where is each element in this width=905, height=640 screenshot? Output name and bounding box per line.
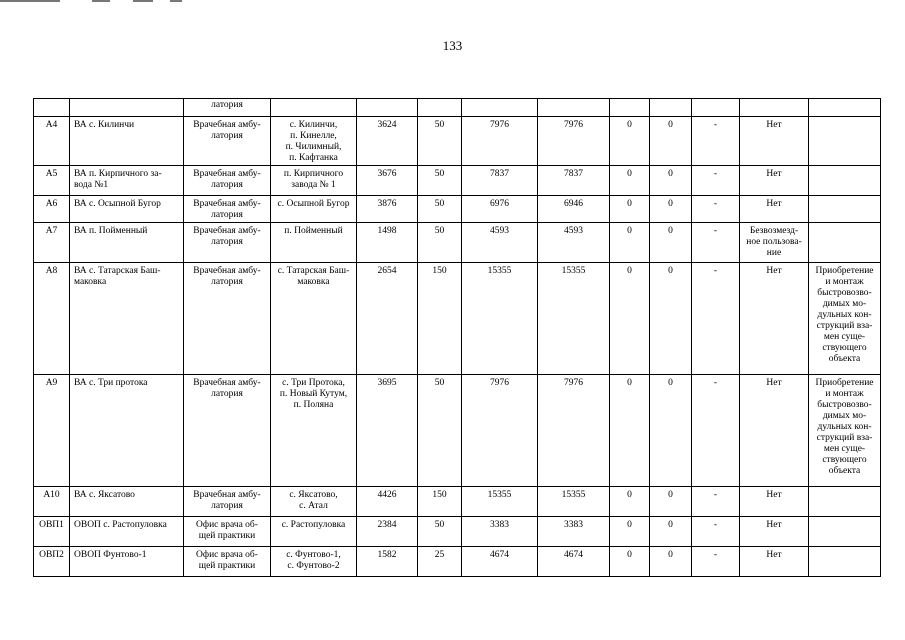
cell-zero-2: 0 <box>650 375 692 487</box>
continued-cell <box>70 99 184 117</box>
continued-cell <box>34 99 70 117</box>
continued-cell <box>357 99 418 117</box>
cell-value-1: 4593 <box>462 223 538 263</box>
continued-cell <box>692 99 740 117</box>
continued-cell: латория <box>184 99 271 117</box>
cell-zero-1: 0 <box>610 196 650 223</box>
cell-facility-name: ВА с. Осыпной Бугор <box>70 196 184 223</box>
cell-capacity: 50 <box>418 517 462 547</box>
cell-code: ОВП2 <box>34 547 70 577</box>
cell-settlements: п. Кирпичного завода № 1 <box>271 166 357 196</box>
cell-capacity: 50 <box>418 166 462 196</box>
cell-status: Нет <box>740 547 809 577</box>
table-row <box>34 375 881 487</box>
cell-note <box>809 166 881 196</box>
cell-population: 2654 <box>357 263 418 375</box>
cell-dash: - <box>692 375 740 487</box>
cell-code: А7 <box>34 223 70 263</box>
cell-dash: - <box>692 517 740 547</box>
facilities-table <box>33 98 881 577</box>
cell-value-1: 15355 <box>462 487 538 517</box>
cell-status: Нет <box>740 517 809 547</box>
cell-facility-name: ОВОП с. Растопуловка <box>70 517 184 547</box>
table-row <box>34 117 881 166</box>
scan-artifact <box>133 0 153 2</box>
cell-value-2: 7837 <box>538 166 610 196</box>
scan-artifact <box>0 0 60 2</box>
cell-settlements: с. Три Протока, п. Новый Кутум, п. Поляна <box>271 375 357 487</box>
cell-status: Нет <box>740 166 809 196</box>
cell-zero-2: 0 <box>650 223 692 263</box>
cell-status: Нет <box>740 117 809 166</box>
cell-value-2: 3383 <box>538 517 610 547</box>
cell-dash: - <box>692 223 740 263</box>
cell-value-2: 6946 <box>538 196 610 223</box>
cell-zero-2: 0 <box>650 196 692 223</box>
table-row <box>34 487 881 517</box>
cell-capacity: 50 <box>418 223 462 263</box>
cell-code: А8 <box>34 263 70 375</box>
cell-settlements: с. Килинчи, п. Кинелле, п. Чилимный, п. Кафтанка <box>271 117 357 166</box>
cell-dash: - <box>692 487 740 517</box>
cell-dash: - <box>692 196 740 223</box>
cell-population: 3676 <box>357 166 418 196</box>
cell-zero-2: 0 <box>650 117 692 166</box>
cell-value-2: 15355 <box>538 263 610 375</box>
table-row <box>34 517 881 547</box>
cell-capacity: 50 <box>418 117 462 166</box>
cell-population: 4426 <box>357 487 418 517</box>
scan-artifact <box>92 0 110 2</box>
cell-code: А4 <box>34 117 70 166</box>
cell-zero-2: 0 <box>650 166 692 196</box>
cell-zero-2: 0 <box>650 487 692 517</box>
cell-facility-type: Врачебная амбу- латория <box>184 263 271 375</box>
cell-note <box>809 117 881 166</box>
cell-facility-name: ВА п. Пойменный <box>70 223 184 263</box>
cell-population: 2384 <box>357 517 418 547</box>
continued-cell <box>271 99 357 117</box>
cell-zero-1: 0 <box>610 517 650 547</box>
cell-value-1: 6976 <box>462 196 538 223</box>
cell-capacity: 50 <box>418 196 462 223</box>
continued-cell <box>650 99 692 117</box>
cell-facility-type: Врачебная амбу- латория <box>184 487 271 517</box>
cell-code: ОВП1 <box>34 517 70 547</box>
cell-settlements: с. Осыпной Бугор <box>271 196 357 223</box>
cell-facility-type: Врачебная амбу- латория <box>184 196 271 223</box>
cell-value-1: 4674 <box>462 547 538 577</box>
cell-status: Безвозмезд- ное пользова- ние <box>740 223 809 263</box>
cell-facility-type: Врачебная амбу- латория <box>184 117 271 166</box>
cell-facility-name: ОВОП Фунтово-1 <box>70 547 184 577</box>
cell-status: Нет <box>740 375 809 487</box>
cell-code: А6 <box>34 196 70 223</box>
cell-zero-1: 0 <box>610 375 650 487</box>
cell-population: 3695 <box>357 375 418 487</box>
cell-population: 1582 <box>357 547 418 577</box>
table-row <box>34 547 881 577</box>
table-row <box>34 223 881 263</box>
cell-facility-type: Врачебная амбу- латория <box>184 223 271 263</box>
cell-note <box>809 196 881 223</box>
cell-zero-2: 0 <box>650 547 692 577</box>
cell-facility-type: Врачебная амбу- латория <box>184 375 271 487</box>
cell-code: А10 <box>34 487 70 517</box>
continued-cell <box>610 99 650 117</box>
cell-value-2: 4593 <box>538 223 610 263</box>
cell-zero-2: 0 <box>650 517 692 547</box>
cell-dash: - <box>692 166 740 196</box>
cell-settlements: с. Растопуловка <box>271 517 357 547</box>
continued-cell <box>418 99 462 117</box>
cell-status: Нет <box>740 263 809 375</box>
cell-code: А5 <box>34 166 70 196</box>
continued-row <box>34 99 881 117</box>
cell-facility-type: Офис врача об- щей практики <box>184 547 271 577</box>
continued-cell <box>538 99 610 117</box>
cell-population: 3624 <box>357 117 418 166</box>
continued-cell <box>809 99 881 117</box>
table-row <box>34 166 881 196</box>
cell-value-2: 7976 <box>538 117 610 166</box>
cell-zero-1: 0 <box>610 547 650 577</box>
cell-capacity: 25 <box>418 547 462 577</box>
cell-zero-1: 0 <box>610 487 650 517</box>
cell-value-1: 7976 <box>462 117 538 166</box>
cell-facility-name: ВА с. Три протока <box>70 375 184 487</box>
cell-value-2: 15355 <box>538 487 610 517</box>
cell-population: 1498 <box>357 223 418 263</box>
cell-zero-1: 0 <box>610 117 650 166</box>
cell-status: Нет <box>740 196 809 223</box>
cell-settlements: с. Яксатово, с. Атал <box>271 487 357 517</box>
cell-facility-name: ВА с. Татарская Баш- маковка <box>70 263 184 375</box>
scan-artifact <box>170 0 182 2</box>
continued-cell <box>462 99 538 117</box>
cell-note: Приобретение и монтаж быстровозво- димых мо- дульных кон- струкций вза- мен суще- ствующего объекта <box>809 263 881 375</box>
cell-facility-name: ВА п. Кирпичного за- вода №1 <box>70 166 184 196</box>
cell-note: Приобретение и монтаж быстровозво- димых мо- дульных кон- струкций вза- мен суще- ствующего объекта <box>809 375 881 487</box>
cell-value-1: 7976 <box>462 375 538 487</box>
cell-facility-name: ВА с. Яксатово <box>70 487 184 517</box>
cell-settlements: с. Фунтово-1, с. Фунтово-2 <box>271 547 357 577</box>
page-number: 133 <box>442 38 463 53</box>
cell-dash: - <box>692 117 740 166</box>
cell-zero-2: 0 <box>650 263 692 375</box>
cell-facility-type: Врачебная амбу- латория <box>184 166 271 196</box>
cell-note <box>809 487 881 517</box>
cell-zero-1: 0 <box>610 166 650 196</box>
cell-status: Нет <box>740 487 809 517</box>
cell-note <box>809 223 881 263</box>
cell-value-1: 3383 <box>462 517 538 547</box>
cell-value-1: 7837 <box>462 166 538 196</box>
cell-zero-1: 0 <box>610 263 650 375</box>
cell-settlements: с. Татарская Баш- маковка <box>271 263 357 375</box>
cell-value-2: 4674 <box>538 547 610 577</box>
cell-zero-1: 0 <box>610 223 650 263</box>
table-row <box>34 263 881 375</box>
table-row <box>34 196 881 223</box>
cell-dash: - <box>692 263 740 375</box>
cell-note <box>809 547 881 577</box>
cell-capacity: 50 <box>418 375 462 487</box>
continued-cell <box>740 99 809 117</box>
cell-facility-type: Офис врача об- щей практики <box>184 517 271 547</box>
cell-population: 3876 <box>357 196 418 223</box>
cell-note <box>809 517 881 547</box>
cell-value-2: 7976 <box>538 375 610 487</box>
cell-code: А9 <box>34 375 70 487</box>
cell-capacity: 150 <box>418 487 462 517</box>
cell-capacity: 150 <box>418 263 462 375</box>
cell-settlements: п. Пойменный <box>271 223 357 263</box>
cell-dash: - <box>692 547 740 577</box>
cell-facility-name: ВА с. Килинчи <box>70 117 184 166</box>
cell-value-1: 15355 <box>462 263 538 375</box>
